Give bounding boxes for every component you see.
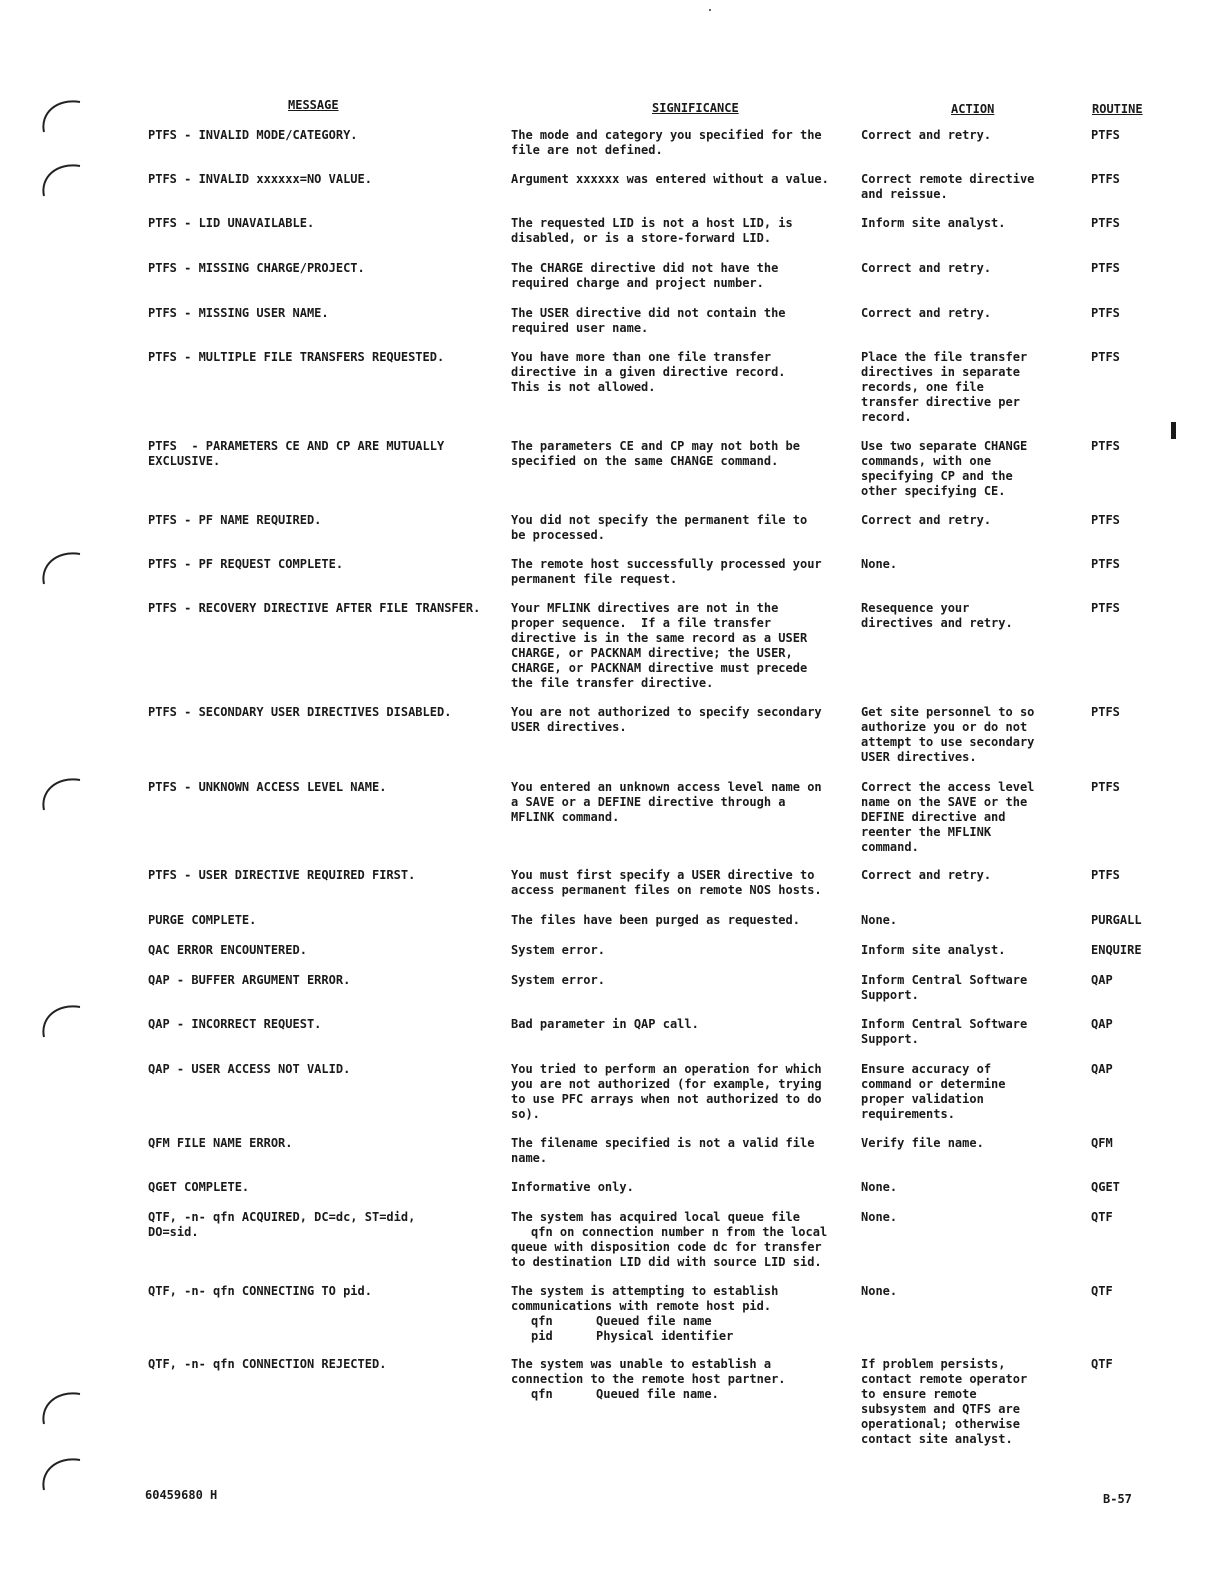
significance-line: communications with remote host pid. — [511, 1299, 772, 1313]
routine-cell: PTFS — [1091, 557, 1120, 571]
routine-cell: PTFS — [1091, 172, 1120, 186]
binder-hole-mark — [38, 997, 84, 1041]
significance-line: qfn Queued file name — [531, 1314, 712, 1328]
significance-cell — [511, 1062, 822, 1122]
significance-line: You entered an unknown access level name on — [511, 780, 822, 794]
significance-line: you are not authorized (for example, trying — [511, 1077, 822, 1091]
significance-line: to destination LID did with source LID sid. — [511, 1255, 822, 1269]
column-header-routine: ROUTINE — [1092, 102, 1143, 116]
action-cell — [861, 216, 1006, 231]
routine-cell: PTFS — [1091, 705, 1120, 719]
message-line: PTFS - PARAMETERS CE AND CP ARE MUTUALLY — [148, 439, 445, 453]
message-cell — [148, 973, 350, 988]
action-line: directives in separate — [861, 365, 1020, 379]
significance-line: be processed. — [511, 528, 605, 542]
significance-line: proper sequence. If a file transfer — [511, 616, 772, 630]
revision-bar — [1171, 422, 1176, 439]
significance-line: USER directives. — [511, 720, 627, 734]
significance-line: You tried to perform an operation for which — [511, 1062, 822, 1076]
routine-cell: PTFS — [1091, 439, 1120, 453]
significance-line: The parameters CE and CP may not both be — [511, 439, 800, 453]
action-cell — [861, 513, 991, 528]
routine-cell: PTFS — [1091, 261, 1120, 275]
significance-line: the file transfer directive. — [511, 676, 714, 690]
action-cell — [861, 439, 1027, 499]
action-cell — [861, 1210, 897, 1225]
action-line: Ensure accuracy of — [861, 1062, 992, 1076]
significance-line: The filename specified is not a valid file — [511, 1136, 815, 1150]
action-cell — [861, 557, 897, 572]
action-cell — [861, 1017, 1027, 1047]
significance-line: directive is in the same record as a USER — [511, 631, 808, 645]
action-line: Get site personnel to so — [861, 705, 1035, 719]
routine-cell: QFM — [1091, 1136, 1113, 1150]
message-line: PTFS - SECONDARY USER DIRECTIVES DISABLED. — [148, 705, 452, 719]
message-line: PTFS - PF REQUEST COMPLETE. — [148, 557, 344, 571]
significance-line: qfn Queued file name. — [531, 1387, 719, 1401]
significance-line: Bad parameter in QAP call. — [511, 1017, 699, 1031]
action-line: attempt to use secondary — [861, 735, 1035, 749]
significance-cell — [511, 439, 800, 469]
action-cell — [861, 1284, 897, 1299]
message-line: PTFS - MISSING USER NAME. — [148, 306, 329, 320]
action-line: Correct and retry. — [861, 868, 992, 882]
action-line: requirements. — [861, 1107, 955, 1121]
action-line: contact remote operator — [861, 1372, 1028, 1386]
action-line: Correct and retry. — [861, 261, 992, 275]
action-line: subsystem and QTFS are — [861, 1402, 1020, 1416]
routine-cell: PTFS — [1091, 306, 1120, 320]
significance-line: You did not specify the permanent file to — [511, 513, 808, 527]
action-line: authorize you or do not — [861, 720, 1028, 734]
action-cell — [861, 780, 1034, 855]
message-line: QAC ERROR ENCOUNTERED. — [148, 943, 307, 957]
action-line: operational; otherwise — [861, 1417, 1020, 1431]
significance-line: The remote host successfully processed your — [511, 557, 822, 571]
action-cell — [861, 1062, 1006, 1122]
significance-cell — [511, 1017, 699, 1032]
significance-line: The USER directive did not contain the — [511, 306, 786, 320]
action-line: Place the file transfer — [861, 350, 1028, 364]
action-line: Inform site analyst. — [861, 216, 1006, 230]
significance-cell — [511, 868, 822, 898]
message-cell — [148, 1357, 386, 1372]
significance-line: specified on the same CHANGE command. — [511, 454, 779, 468]
action-line: None. — [861, 557, 898, 571]
significance-cell — [511, 1357, 786, 1402]
significance-cell — [511, 1136, 814, 1166]
significance-line: to use PFC arrays when not authorized to do — [511, 1092, 822, 1106]
significance-line: pid Physical identifier — [531, 1329, 734, 1343]
significance-cell — [511, 601, 807, 691]
action-line: Support. — [861, 1032, 919, 1046]
significance-cell — [511, 943, 605, 958]
action-line: None. — [861, 913, 898, 927]
action-line: If problem persists, — [861, 1357, 1006, 1371]
routine-cell: PTFS — [1091, 128, 1120, 142]
action-line: Correct the access level — [861, 780, 1035, 794]
significance-line: access permanent files on remote NOS hosts. — [511, 883, 822, 897]
message-cell — [148, 557, 343, 572]
action-line: Correct and retry. — [861, 128, 992, 142]
significance-line: qfn on connection number n from the local — [531, 1225, 828, 1239]
action-line: None. — [861, 1284, 898, 1298]
message-line: QAP - INCORRECT REQUEST. — [148, 1017, 322, 1031]
message-line: DO=sid. — [148, 1225, 199, 1239]
action-line: Correct and retry. — [861, 306, 992, 320]
message-line: PTFS - LID UNAVAILABLE. — [148, 216, 315, 230]
action-line: contact site analyst. — [861, 1432, 1013, 1446]
document-number: 60459680 H — [145, 1488, 218, 1502]
significance-line: Informative only. — [511, 1180, 634, 1194]
action-line: None. — [861, 1210, 898, 1224]
significance-line: connection to the remote host partner. — [511, 1372, 786, 1386]
message-line: PTFS - INVALID MODE/CATEGORY. — [148, 128, 358, 142]
action-line: None. — [861, 1180, 898, 1194]
action-line: Support. — [861, 988, 919, 1002]
column-header-significance: SIGNIFICANCE — [652, 101, 739, 115]
routine-cell: PTFS — [1091, 780, 1120, 794]
message-line: QGET COMPLETE. — [148, 1180, 250, 1194]
column-header-message: MESSAGE — [288, 98, 339, 112]
action-cell — [861, 973, 1027, 1003]
message-line: PTFS - MISSING CHARGE/PROJECT. — [148, 261, 365, 275]
message-cell — [148, 943, 307, 958]
page-number: B-57 — [1103, 1492, 1132, 1506]
routine-cell: QAP — [1091, 1017, 1113, 1031]
significance-line: a SAVE or a DEFINE directive through a — [511, 795, 786, 809]
significance-line: MFLINK command. — [511, 810, 620, 824]
message-line: PTFS - PF NAME REQUIRED. — [148, 513, 322, 527]
action-line: record. — [861, 410, 912, 424]
action-cell — [861, 1136, 984, 1151]
significance-line: Argument xxxxxx was entered without a value. — [511, 172, 829, 186]
action-cell — [861, 1180, 897, 1195]
message-cell — [148, 868, 415, 883]
significance-line: System error. — [511, 973, 605, 987]
action-line: and reissue. — [861, 187, 948, 201]
significance-line: so). — [511, 1107, 540, 1121]
significance-line: System error. — [511, 943, 605, 957]
significance-line: You must first specify a USER directive to — [511, 868, 815, 882]
action-cell — [861, 350, 1027, 425]
message-cell — [148, 913, 256, 928]
action-line: other specifying CE. — [861, 484, 1006, 498]
action-line: specifying CP and the — [861, 469, 1013, 483]
message-cell — [148, 1062, 350, 1077]
significance-cell — [511, 557, 822, 587]
significance-cell — [511, 973, 605, 988]
routine-cell: QTF — [1091, 1357, 1113, 1371]
action-line: directives and retry. — [861, 616, 1013, 630]
significance-line: disabled, or is a store-forward LID. — [511, 231, 772, 245]
significance-line: The files have been purged as requested. — [511, 913, 800, 927]
significance-line: The requested LID is not a host LID, is — [511, 216, 793, 230]
action-line: proper validation — [861, 1092, 984, 1106]
significance-cell — [511, 780, 822, 825]
message-line: PTFS - USER DIRECTIVE REQUIRED FIRST. — [148, 868, 416, 882]
message-cell — [148, 1210, 415, 1240]
message-cell — [148, 1136, 293, 1151]
routine-cell: QGET — [1091, 1180, 1120, 1194]
action-cell — [861, 913, 897, 928]
message-line: QAP - BUFFER ARGUMENT ERROR. — [148, 973, 351, 987]
message-line: QTF, -n- qfn ACQUIRED, DC=dc, ST=did, — [148, 1210, 416, 1224]
action-line: Verify file name. — [861, 1136, 984, 1150]
message-cell — [148, 513, 321, 528]
action-line: Inform site analyst. — [861, 943, 1006, 957]
action-line: commands, with one — [861, 454, 992, 468]
action-line: Inform Central Software — [861, 973, 1028, 987]
significance-cell — [511, 1284, 778, 1344]
message-line: PTFS - MULTIPLE FILE TRANSFERS REQUESTED. — [148, 350, 445, 364]
routine-cell: QTF — [1091, 1210, 1113, 1224]
action-cell — [861, 601, 1013, 631]
significance-line: The system was unable to establish a — [511, 1357, 772, 1371]
scan-speck — [709, 9, 711, 11]
action-line: command. — [861, 840, 919, 854]
message-line: QAP - USER ACCESS NOT VALID. — [148, 1062, 351, 1076]
routine-cell: PURGALL — [1091, 913, 1142, 927]
significance-line: permanent file request. — [511, 572, 678, 586]
routine-cell: QAP — [1091, 973, 1113, 987]
message-cell — [148, 439, 444, 469]
message-line: PTFS - RECOVERY DIRECTIVE AFTER FILE TRANSFER. — [148, 601, 481, 615]
message-line: PTFS - UNKNOWN ACCESS LEVEL NAME. — [148, 780, 387, 794]
binder-hole-mark — [38, 92, 84, 136]
significance-cell — [511, 128, 822, 158]
binder-hole-mark — [38, 544, 84, 588]
significance-line: name. — [511, 1151, 548, 1165]
significance-line: This is not allowed. — [511, 380, 656, 394]
message-line: QTF, -n- qfn CONNECTION REJECTED. — [148, 1357, 387, 1371]
significance-cell — [511, 350, 786, 395]
binder-hole-mark — [38, 770, 84, 814]
message-cell — [148, 601, 480, 616]
message-cell — [148, 172, 372, 187]
binder-hole-mark — [38, 156, 84, 200]
action-line: records, one file — [861, 380, 984, 394]
routine-cell: PTFS — [1091, 350, 1120, 364]
significance-line: CHARGE, or PACKNAM directive; the USER, — [511, 646, 793, 660]
message-cell — [148, 780, 386, 795]
significance-cell — [511, 913, 800, 928]
message-cell — [148, 1017, 321, 1032]
action-line: USER directives. — [861, 750, 977, 764]
significance-line: Your MFLINK directives are not in the — [511, 601, 779, 615]
significance-cell — [511, 1180, 634, 1195]
significance-line: file are not defined. — [511, 143, 663, 157]
message-cell — [148, 705, 451, 720]
routine-cell: PTFS — [1091, 601, 1120, 615]
significance-cell — [511, 306, 786, 336]
message-line: QTF, -n- qfn CONNECTING TO pid. — [148, 1284, 372, 1298]
significance-cell — [511, 261, 778, 291]
routine-cell: PTFS — [1091, 216, 1120, 230]
message-cell — [148, 261, 365, 276]
significance-cell — [511, 216, 793, 246]
significance-line: CHARGE, or PACKNAM directive must precede — [511, 661, 808, 675]
routine-cell: PTFS — [1091, 868, 1120, 882]
action-line: Inform Central Software — [861, 1017, 1028, 1031]
action-line: command or determine — [861, 1077, 1006, 1091]
significance-line: queue with disposition code dc for transfer — [511, 1240, 822, 1254]
action-cell — [861, 306, 991, 321]
action-line: Correct and retry. — [861, 513, 992, 527]
routine-cell: QAP — [1091, 1062, 1113, 1076]
message-line: PTFS - INVALID xxxxxx=NO VALUE. — [148, 172, 372, 186]
message-line: EXCLUSIVE. — [148, 454, 221, 468]
significance-cell — [511, 172, 829, 187]
action-line: reenter the MFLINK — [861, 825, 992, 839]
significance-line: required charge and project number. — [511, 276, 764, 290]
message-line: PURGE COMPLETE. — [148, 913, 257, 927]
message-cell — [148, 1284, 372, 1299]
significance-line: required user name. — [511, 321, 649, 335]
significance-cell — [511, 513, 807, 543]
action-line: Use two separate CHANGE — [861, 439, 1028, 453]
message-cell — [148, 128, 358, 143]
routine-cell: PTFS — [1091, 513, 1120, 527]
significance-line: The system is attempting to establish — [511, 1284, 779, 1298]
significance-line: You are not authorized to specify secondary — [511, 705, 822, 719]
routine-cell: ENQUIRE — [1091, 943, 1142, 957]
column-header-action: ACTION — [951, 102, 995, 116]
message-cell — [148, 1180, 249, 1195]
action-line: to ensure remote — [861, 1387, 977, 1401]
significance-cell — [511, 1210, 827, 1270]
action-line: Resequence your — [861, 601, 970, 615]
action-cell — [861, 705, 1034, 765]
significance-line: The system has acquired local queue file — [511, 1210, 800, 1224]
action-line: name on the SAVE or the — [861, 795, 1028, 809]
message-cell — [148, 350, 444, 365]
significance-line: You have more than one file transfer — [511, 350, 772, 364]
action-line: transfer directive per — [861, 395, 1020, 409]
message-cell — [148, 306, 329, 321]
action-line: DEFINE directive and — [861, 810, 1006, 824]
significance-cell — [511, 705, 822, 735]
action-line: Correct remote directive — [861, 172, 1035, 186]
action-cell — [861, 868, 991, 883]
message-cell — [148, 216, 314, 231]
routine-cell: QTF — [1091, 1284, 1113, 1298]
message-line: QFM FILE NAME ERROR. — [148, 1136, 293, 1150]
binder-hole-mark — [38, 1450, 84, 1494]
significance-line: directive in a given directive record. — [511, 365, 786, 379]
significance-line: The CHARGE directive did not have the — [511, 261, 779, 275]
action-cell — [861, 128, 991, 143]
binder-hole-mark — [38, 1384, 84, 1428]
action-cell — [861, 943, 1006, 958]
significance-line: The mode and category you specified for the — [511, 128, 822, 142]
action-cell — [861, 1357, 1027, 1447]
action-cell — [861, 261, 991, 276]
action-cell — [861, 172, 1034, 202]
